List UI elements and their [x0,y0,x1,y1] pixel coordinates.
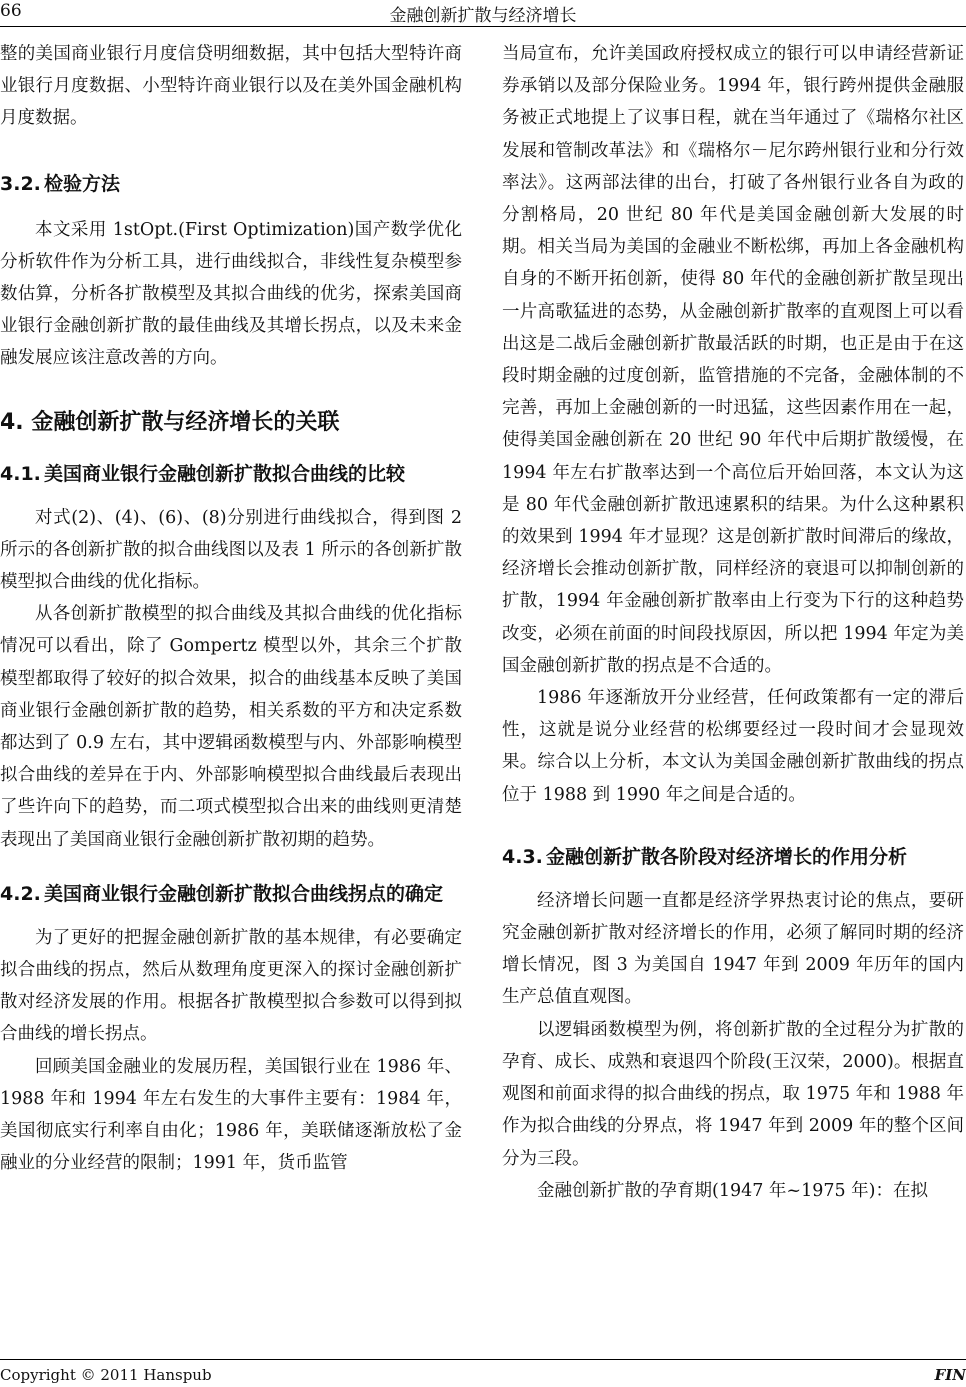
section-number: 4.1. [0,462,41,485]
paragraph: 为了更好的把握金融创新扩散的基本规律，有必要确定拟合曲线的拐点，然后从数理角度更深入的探讨金融创新扩散对经济发展的作用。根据各扩散模型拟合参数可以得到拟合曲线的增长拐点。 [0,927,462,1045]
section-heading-4 [0,405,462,436]
left-column [0,38,462,1179]
section-heading-4-2 [0,878,462,910]
paragraph: 回顾美国金融业的发展历程，美国银行业在 1986 年、1988 年和 1994 年左右发生的大事件主要有：1984 年，美国彻底实行利率自由化；1986 年，美联储逐渐放松了金融业的分业经营的限制；1991 年，货币监管 [0,1056,462,1174]
journal-abbreviation: FIN [934,1366,966,1384]
section-title: 金融创新扩散与经济增长的关联 [31,409,340,435]
section-title: 美国商业银行金融创新扩散拟合曲线拐点的确定 [44,882,444,905]
paragraph: 经济增长问题一直都是经济学界热衷讨论的焦点，要研究金融创新扩散对经济增长的作用，必须了解同时期的经济增长情况，图 3 为美国自 1947 年到 2009 年历年的国内生产总值直观图。 [502,890,964,1008]
section-number: 4. [0,409,24,435]
section-number: 3.2. [0,172,41,195]
section-heading-4-3 [502,841,964,873]
section-number: 4.2. [0,882,41,905]
paragraph: 以逻辑函数模型为例，将创新扩散的全过程分为扩散的孕育、成长、成熟和衰退四个阶段(王汉荣，2000)。根据直观图和前面求得的拟合曲线的拐点，取 1975 年和 1988 年作为拟合曲线的分界点，将 1947 年到 2009 年的整个区间分为三段。 [502,1019,964,1169]
paragraph: 1986 年逐渐放开分业经营，任何政策都有一定的滞后性，这就是说分业经营的松绑要经过一段时间才会显现效果。综合以上分析，本文认为美国金融创新扩散曲线的拐点位于 1988 到 1990 年之间是合适的。 [502,688,964,805]
copyright-notice: Copyright © 2011 Hanspub [0,1366,212,1384]
paragraph: 对式(2)、(4)、(6)、(8)分别进行曲线拟合，得到图 2 所示的各创新扩散的拟合曲线图以及表 1 所示的各创新扩散模型拟合曲线的优化指标。 [0,507,462,593]
paragraph: 整的美国商业银行月度信贷明细数据，其中包括大型特许商业银行月度数据、小型特许商业银行以及在美外国金融机构月度数据。 [0,44,462,129]
paragraph: 金融创新扩散的孕育期(1947 年~1975 年)：在拟 [537,1180,929,1201]
running-header [0,0,966,27]
section-heading-4-1 [0,458,462,490]
paragraph: 从各创新扩散模型的拟合曲线及其拟合曲线的优化指标情况可以看出，除了 Gompertz 模型以外，其余三个扩散模型都取得了较好的拟合效果，拟合的曲线基本反映了美国商业银行金融创新扩散的趋势，相关系数的平方和决定系数都达到了 0.9 左右，其中逻辑函数模型与内、外部影响模型拟合曲线的差异在于内、外部影响模型拟合曲线最后表现出了些许向下的趋势，而二项式模型拟合出来的曲线则更清楚表现出了美国商业银行金融创新扩散初期的趋势。 [0,604,462,850]
section-heading-3-2 [0,168,462,200]
section-title: 检验方法 [44,172,121,195]
paragraph: 本文采用 1stOpt.(First Optimization)国产数学优化分析软件作为分析工具，进行曲线拟合，非线性复杂模型参数估算，分析各扩散模型及其拟合曲线的优劣，探索美国商业银行金融创新扩散的最佳曲线及其增长拐点，以及未来金融发展应该注意改善的方向。 [0,219,462,369]
paragraph: 当局宣布，允许美国政府授权成立的银行可以申请经营新证券承销以及部分保险业务。1994 年，银行跨州提供金融服务被正式地提上了议事日程，就在当年通过了《瑞格尔社区发展和管制改革法》和《瑞格尔－尼尔跨州银行业和分行效率法》。这两部法律的出台，打破了各州银行业各自为政的分割格局，20 世纪 80 年代是美国金融创新大发展的时期。相关当局为美国的金融业不断松绑，再加上各金融机构自身的不断开拓创新，使得 80 年代的金融创新扩散呈现出一片高歌猛进的态势，从金融创新扩散率的直观图上可以看出这是二战后金融创新扩散最活跃的时期，也正是由于在这段时期金融的过度创新，监管措施的不完备，金融体制的不完善，再加上金融创新的一时迅猛，这些因素作用在一起，使得美国金融创新在 20 世纪 90 年代中后期扩散缓慢，在 1994 年左右扩散率达到一个高位后开始回落，本文认为这是 80 年代金融创新扩散迅速累积的结果。为什么这种累积的效果到 1994 年才显现？这是创新扩散时间滞后的缘故，经济增长会推动创新扩散，同样经济的衰退可以抑制创新的扩散，1994 年金融创新扩散率由上行变为下行的这种趋势改变，必须在前面的时间段找原因，所以把 1994 年定为美国金融创新扩散的拐点是不合适的。 [502,44,964,676]
section-number: 4.3. [502,845,543,868]
right-column [502,38,964,1207]
running-title: 金融创新扩散与经济增长 [389,6,577,26]
section-title: 美国商业银行金融创新扩散拟合曲线的比较 [44,462,406,485]
section-title: 金融创新扩散各阶段对经济增长的作用分析 [546,845,908,868]
page-number: 66 [0,1,22,21]
page-footer [0,1359,966,1387]
